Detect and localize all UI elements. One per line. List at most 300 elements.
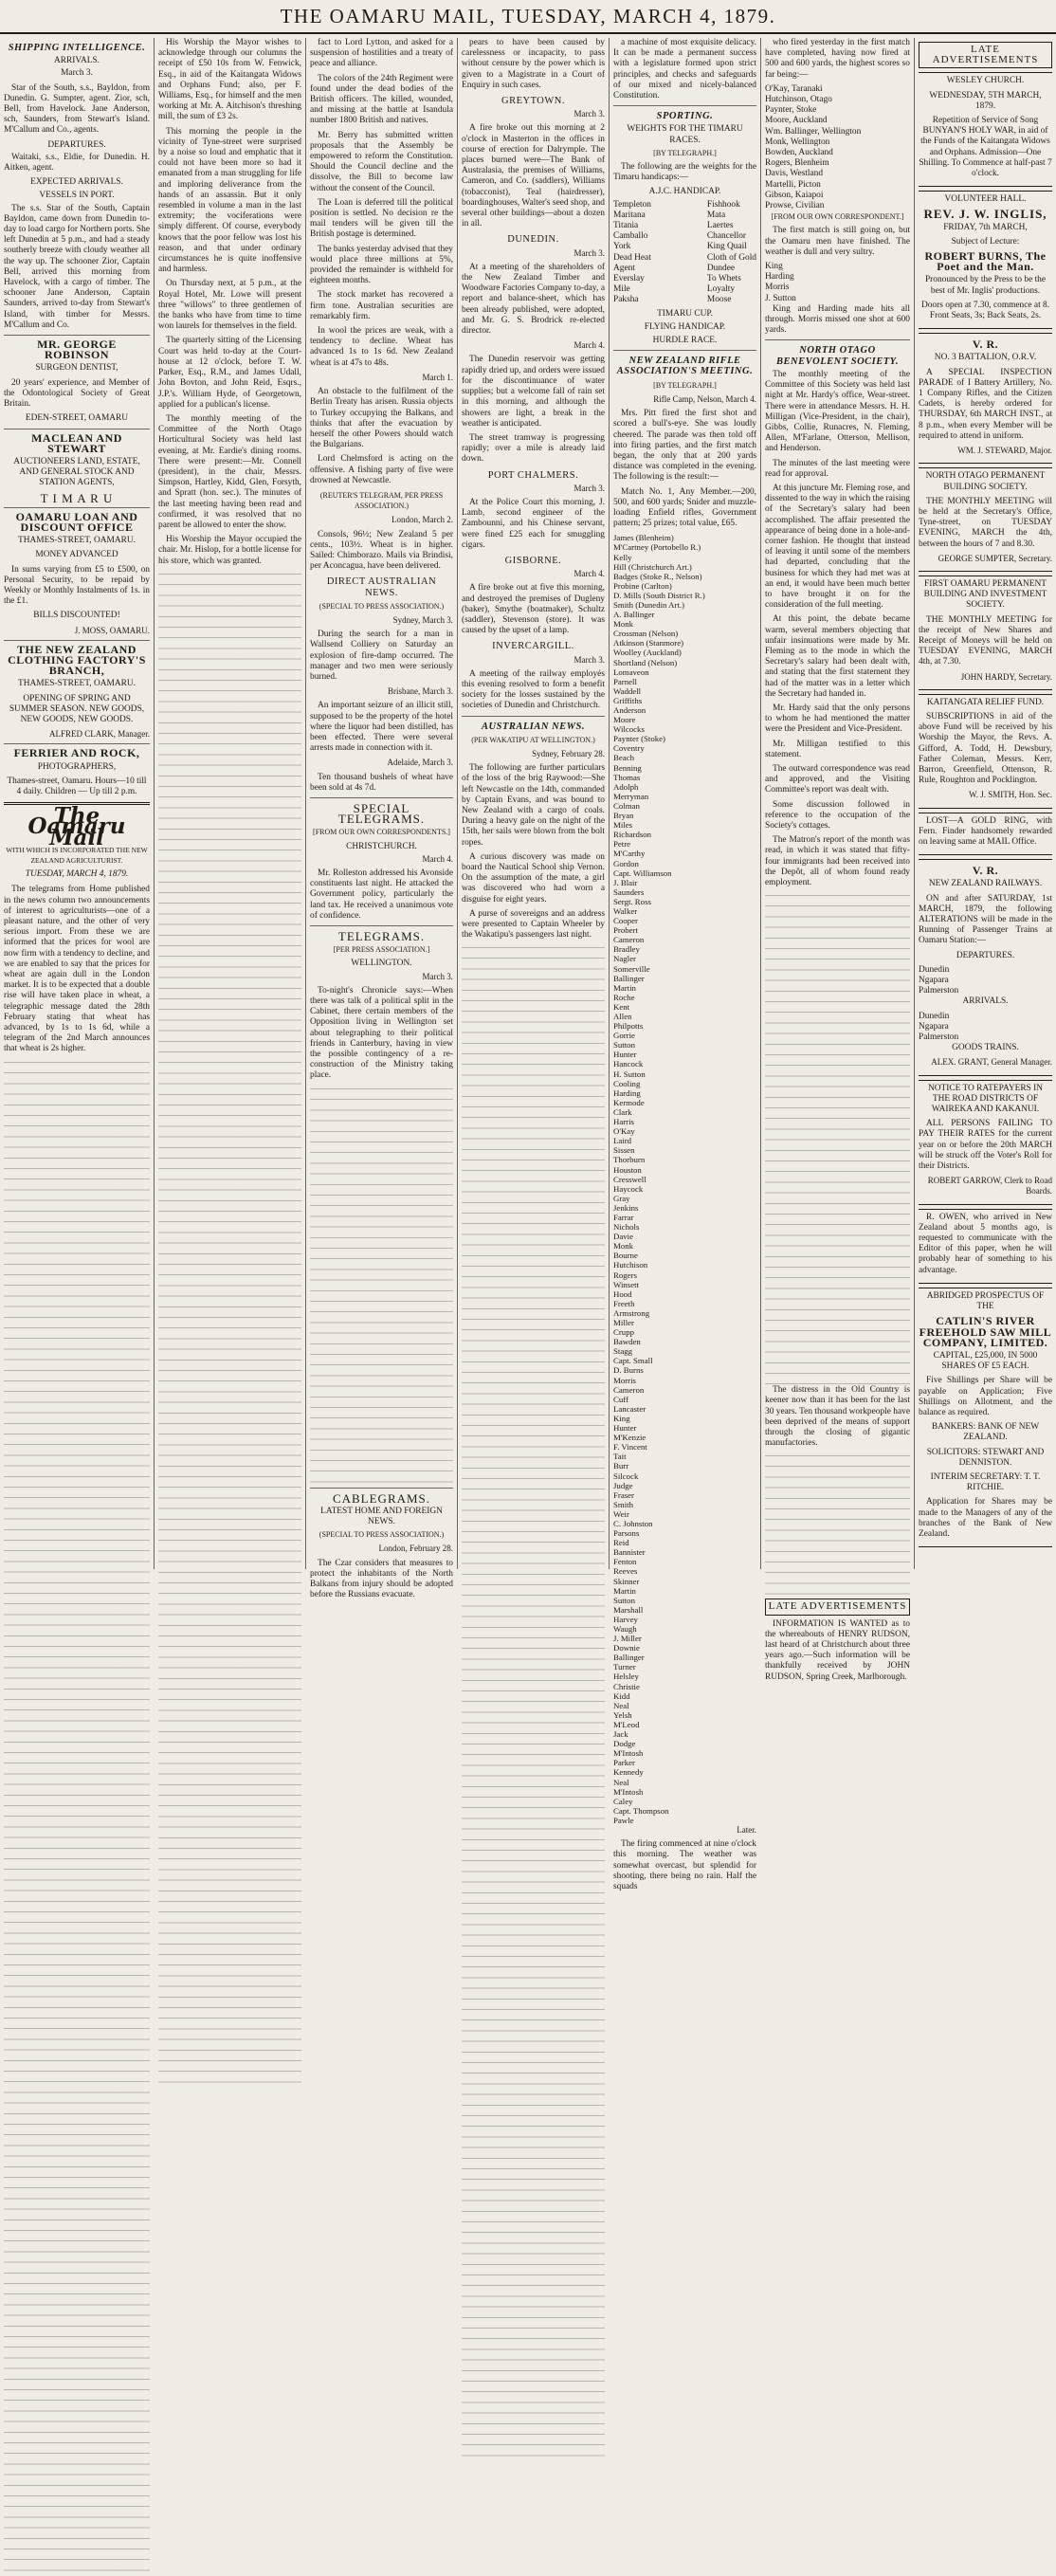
shooter-entry: Stagg [613,1346,633,1357]
shooters-list [613,533,756,1825]
departures-text: Waitaki, s.s., Eldie, for Dunedin. H. Aitken, agent. [4,152,150,174]
shooter-entry: Colman [613,800,640,811]
shooter-entry: O'Kay [613,1126,635,1137]
text-continuation [462,944,605,2461]
benevolent-heading: NORTH OTAGO BENEVOLENT SOCIETY. [776,345,899,367]
lecturer-name: REV. J. W. INGLIS, [923,207,1047,222]
shooter-entry: Judge [613,1480,633,1490]
shooter-entry: Sissen [613,1145,635,1156]
score-entry: Gibson, Kaiapoi [765,190,824,200]
benevolent-paragraph: Some discussion followed in reference to the occupation of the Society's cottages. [765,799,910,831]
cable-paragraph: The colors of the 24th Regiment were found under the dead bodies of the British officers. The killed, wounded, and missing at the battle at Isandula number 1800 British and natives. [310,73,453,126]
dentist-ad-text: 20 years' experience, and Member of the Odontological Society of Great Britain. [4,377,150,410]
catlin-heading: ABRIDGED PROSPECTUS OF THE [926,1290,1045,1312]
railways-name: NEW ZEALAND RAILWAYS. [928,879,1043,889]
shooter-entry: Gorrie [613,1031,635,1041]
cablegrams-subheading: LATEST HOME AND FOREIGN NEWS. [320,1506,443,1527]
shooter-entry: Weir [613,1508,629,1519]
shooter-entry: Probert [613,925,638,936]
loan-ad-money: MONEY ADVANCED [35,550,118,560]
masthead: THE OAMARU MAIL, TUESDAY, MARCH 4, 1879. [0,0,1056,34]
shooter-entry: Probine (Carlton) [613,580,672,591]
shooter-entry: Harris [613,1117,634,1127]
shooter-entry: Benning [613,762,642,773]
shooter-entry: Dodge [613,1739,636,1749]
later-label: Later. [737,1824,756,1835]
divider [4,640,150,641]
shooter-entry: Miller [613,1318,634,1328]
ratepayers-ad [919,1080,1052,1205]
shooter-entry: Saunders [613,886,645,897]
shipping-body: The s.s. Star of the South, Captain Bayldon, came down from Dunedin to-day to load cargo for Northern ports. She left Dunedin at 5 p.m., and had a steady southerly breeze with cloudy weather all the way up. The schooner Zior, Captain Bell, arrived this morning from Havelock, with a cargo of timber. The schooner Jane Anderson, Captain Saunders, arrived to-day from Stewart's Island, with timber for Messrs. M'Callum and Co. [4,203,150,330]
divider [310,1488,453,1489]
shooter-entry: Wilcocks [613,724,645,735]
shooter-entry: Thorburn [613,1155,646,1165]
catlin-apply: Application for Shares may be made to the Managers of any of the branches of the Bank of New Zealand. [919,1497,1052,1539]
score-entry: O'Kay, Taranaki [765,83,823,94]
shooter-entry: Kermode [613,1097,645,1107]
divider [310,797,453,798]
shooter-entry: Paynter (Stoke) [613,734,665,744]
dateline: March 3. [574,247,605,258]
shooter-entry: Griffiths [613,695,643,705]
benevolent-paragraph: At this juncture Mr. Fleming rose, and dissented to the way in which the raising of the Secretary's salary had been accomplished. The affair presented the appearance of being done in a hole-and-corner fashion. He thought that instead of leaving it until some of the members had departed, concluding that the business for which they had met was at an end, it would have been much better to have brought it on for the consideration of the full meeting. [765,483,910,611]
church-name: WESLEY CHURCH. [946,76,1025,86]
ratepayers-signature: ROBERT GARROW, Clerk to Road Boards. [927,1176,1052,1197]
railways-signature: ALEX. GRANT, General Manager. [931,1057,1052,1068]
shooter-entry: Roche [613,992,635,1002]
loan-ad-sub: THAMES-STREET, OAMARU. [17,536,137,546]
hall-name: VOLUNTEER HALL. [944,194,1027,205]
shooter-entry: Burr [613,1461,629,1471]
shooter-entry: Clark [613,1106,632,1117]
station-entry: Dunedin [919,964,950,975]
telegrams-heading: TELEGRAMS. [337,929,426,944]
first-building-society-ad [919,575,1052,690]
clothing-ad-sub: THAMES-STREET, OAMARU. [17,679,137,689]
catlin-name: CATLIN'S RIVER FREEHOLD SAW MILL COMPANY, LIMITED. [919,1314,1052,1349]
column-7 [914,38,1056,1569]
special-credit: [FROM OUR OWN CORRESPONDENTS.] [313,828,450,837]
shooter-entry: Bourne [613,1251,638,1261]
australian-credit: (PER WAKATIPU AT WELLINGTON.) [471,735,595,744]
departure-stations [919,965,1052,997]
score-entry: Harding [765,272,794,283]
information-wanted-ad: INFORMATION IS WANTED as to the whereabouts of HENRY RUDSON, last heard of at Christchurch about three years ago.—Such information will be thankfully received by JOHN RUDSON, Spring Creek, Marlborough. [765,1618,910,1682]
arrival-stations [919,1012,1052,1044]
dateline: March 3. [574,483,605,493]
horse-entry: To Whets [706,274,741,284]
horse-entry: Cloth of Gold [706,252,756,263]
news-paragraph: A fire broke out at five this morning, and destroyed the premises of Dugleny (baker), Smythe (boatmaker), Schultz (saddler), Stevenson (store). It was caused by the upset of a lamp. [462,583,605,636]
lecture-subject-label: Subject of Lecture: [951,236,1020,247]
horse-entry: Mile [613,284,630,295]
invercargill-heading: INVERCARGILL. [492,641,574,652]
weights-heading: WEIGHTS FOR THE TIMARU RACES. [627,124,743,145]
score-entry: Bowden, Auckland [765,148,833,158]
shooter-entry: Woolley (Auckland) [613,648,682,658]
dateline: March 3. [574,109,605,119]
column-3 [305,38,457,1600]
shooter-entry: Nichols [613,1222,640,1233]
shooter-entry: M'Carthy [613,849,646,859]
shooter-entry: Hunter [613,1050,637,1060]
benevolent-paragraph: Mr. Hardy said that the only persons to whom he had mentioned the matter were the President and Vice-President. [765,703,910,735]
shooter-entry: Marshall [613,1604,644,1615]
news-paragraph: Mr. Rolleston addressed his Avonside constituents last night. He attacked the Government policy, particularly the land tax. He received a unanimous vote of confidence. [310,868,453,921]
station-entry: Palmerston [919,1032,959,1043]
shooter-entry: Sutton [613,1040,635,1050]
catlin-secretary: INTERIM SECRETARY: T. T. RITCHIE. [930,1471,1041,1493]
relief-text: SUBSCRIPTIONS in aid of the above Fund will be received by his Worship the Mayor, the Revs. A. Gifford, A. Todd, H. Dewsbury, Father Coleman, Messrs. Kerr, Barron, Greenfield, Ottenson, R. Rule, Roughton and Pocklington. [919,711,1052,786]
catlins-prospectus-ad [919,1288,1052,1547]
special-telegrams-heading: SPECIAL TELEGRAMS. [337,801,426,827]
direct-australian-heading: DIRECT AUSTRALIAN NEWS. [326,576,437,598]
maclean-ad-place: T I M A R U [40,490,114,505]
relief-signature: W. J. SMITH, Hon. Sec. [969,790,1052,800]
shooter-entry: Lancaster [613,1403,646,1414]
catlin-solicitors: SOLICITORS: STEWART AND DENNISTON. [926,1447,1045,1468]
news-paragraph: The Dunedin reservoir was getting rapidly dried up, and orders were issued for the discontinuance of water supplies; but a welcome fall of rain set in this morning, and although the showers are light, a break in the weather is anticipated. [462,355,605,429]
horse-entry: Fishhook [706,199,740,210]
text-continuation [765,1452,910,1595]
shooter-entry: Fenton [613,1557,637,1567]
dateline: Rifle Camp, Nelson, March 4. [653,393,756,404]
score-entry: King [765,262,783,272]
shooter-entry: Ballinger [613,1653,645,1663]
first-society-text: THE MONTHLY MEETING for the receipt of New Shares and Receipt of Moneys will be held on TUESDAY EVENING, MARCH 4th, at 7.30. [919,614,1052,667]
shooter-entry: Beach [613,753,634,763]
shooter-entry: Monk [613,619,634,630]
shooter-entry: Tait [613,1452,627,1462]
battalion-crest: V. R. [972,338,999,352]
shooter-entry: Hutchison [613,1260,648,1270]
shooter-entry: Yelsh [613,1709,632,1720]
horse-entry: Dead Heat [613,252,651,263]
first-society-name: FIRST OAMARU PERMANENT BUILDING AND INVESTMENT SOCIETY. [923,578,1047,611]
railways-text: ON and after SATURDAY, 1st MARCH, 1879, the following ALTERATIONS will be made in the Running of Passenger Trains at Oamaru Station:— [919,893,1052,946]
shooter-entry: Jack [613,1729,628,1740]
score-entry: Moore, Auckland [765,116,828,126]
shooter-entry: Skinner [613,1576,640,1586]
catlin-capital: CAPITAL, £25,000, IN 5000 SHARES OF £5 EACH. [933,1350,1038,1372]
shooter-entry: J. Miller [613,1634,642,1644]
dentist-ad-role: SURGEON DENTIST, [35,363,118,374]
battalion-signature: WM. J. STEWARD, Major. [957,446,1052,456]
late-advertisements-heading: LATE ADVERTISEMENTS [765,1599,910,1615]
shooter-entry: Caley [613,1796,633,1806]
shooter-entry: Turner [613,1662,636,1672]
lecture-title: ROBERT BURNS, The Poet and the Man. [924,249,1047,274]
news-paragraph: King and Harding made hits all through. Morris missed one shot at 600 yards. [765,303,910,336]
shooter-entry: Monk [613,1241,634,1251]
handicap-heading: A.J.C. HANDICAP. [648,187,721,197]
score-entry: Davis, Westland [765,169,824,179]
shooter-entry: Martin [613,1585,636,1596]
dateline: March 3. [422,971,453,981]
shooter-entry: Bawden [613,1337,641,1347]
score-entry: Hutchinson, Otago [765,95,832,105]
shooter-entry: Bryan [613,811,634,821]
score-entry: Martelli, Picton [765,179,821,190]
relief-fund-ad [919,694,1052,809]
news-paragraph: The street tramway is progressing rapidly; over a mile is already laid down. [462,432,605,465]
shooter-entry: Pawle [613,1815,634,1825]
editorial-body: The telegrams from Home published in the news column two announcements of interest to agriculturists—one of a pleasant nature, and the other of very serious import. From these we are informed that the prices for wool are now firm with a tendency to decline, and we are enabled to say that the prices for wheat are again dull in the London market. It is to be expected that a double rise will have taken place in wheat, a telegraphic message dated the 28th February stating that wheat has advanced, by 1s to 1s 6d, while a telegram of the 2nd March announces that wheat is 2s higher. [4,885,150,1054]
lost-text: LOST—A GOLD RING, with Fern. Finder handsomely rewarded on leaving same at MAIL Office. [919,815,1052,847]
shooter-entry: J. Blair [613,877,638,887]
score-entry: Paynter, Stoke [765,105,817,116]
horse-entry: Maritana [613,210,646,220]
shooter-entry: Miles [613,820,633,831]
shooter-entry: Harvey [613,1614,638,1624]
weights-table [613,200,756,306]
arrivals-heading: ARRIVALS. [53,56,100,66]
score-entry: Morris [765,283,790,293]
shooter-entry: James (Blenheim) [613,533,674,543]
horse-entry: York [613,242,631,252]
score-entry: Monk, Wellington [765,137,830,147]
shooter-entry: Sutton [613,1595,635,1605]
shooter-entry: Anderson [613,705,646,716]
cable-paragraph: The banks yesterday advised that they would place three millions at 5%, provided the remainder is withheld for eighteen months. [310,244,453,286]
church-text: Repetition of Service of Song BUNYAN'S HOLY WAR, in aid of the Funds of the Kaitangata Widows and Orphans. Admission—One Shilling. To Commence at half-past 7 o'clock. [919,116,1052,179]
dunedin-heading: DUNEDIN. [507,234,559,246]
news-paragraph: A meeting of the railway employés this evening resolved to form a benefit society for the losses sustained by the societies of Dunedin and Christchurch. [462,668,605,711]
shooter-entry: Fraser [613,1489,634,1500]
catlin-bankers: BANKERS: BANK OF NEW ZEALAND. [931,1422,1040,1443]
shooter-entry: Waddell [613,685,642,696]
cable-paragraph: Lord Chelmsford is acting on the offensive. A fishing party of five were drowned at Newcastle. [310,454,453,485]
shooter-entry: Capt. Thompson [613,1805,669,1816]
column-6 [760,38,914,1682]
horse-entry: Templeton [613,199,651,210]
australian-news-heading: AUSTRALIAN NEWS. [482,721,585,732]
paper-dateline: TUESDAY, MARCH 4, 1879. [25,869,129,880]
benevolent-paragraph: The outward correspondence was read and approved, and the Visiting Committee's report was dealt with. [765,764,910,795]
shooter-entry: Cameron [613,935,645,945]
station-entry: Ngapara [919,1021,949,1032]
rifle-closing: The firing commenced at nine o'clock this morning. The weather was somewhat overcast, but splendid for shooting, there being no rain. Half the squads [613,1839,756,1891]
cable-paragraph: An obstacle to the fulfilment of the Berlin Treaty has arisen. Russia objects to Turkey occupying the Balkans, and thinks that after the evacuation by herself the other Powers should watch the Bulgarians. [310,387,453,450]
news-paragraph: At a meeting of the shareholders of the New Zealand Timber and Woodware Factories Company to-day, a report and balance-sheet, which has been already published, were adopted, and Mr. G. S. Brodrick re-elected director. [462,262,605,337]
shooter-entry: Winsett [613,1279,640,1289]
correspondent-credit: [FROM OUR OWN CORRESPONDENT.] [771,212,904,222]
cable-paragraph: Consols, 96½; New Zealand 5 per cents., 103½. Wheat is in higher. Sailed: Chimborazo. Mails via Brindisi, per Aconcagua, have been delivered. [310,529,453,572]
cable-paragraph: In wool the prices are weak, with a tendency to decline. Wheat has advanced 1s to 1s 6d. New Zealand wheat is at 47s to 48s. [310,326,453,368]
news-paragraph: a machine of most exquisite delicacy. It can be made a permanent success with a legislature formed upon strict principles, and checks and safeguards of our mixed and nicely-balanced Constitution. [613,38,756,101]
rifle-match: Match No. 1, Any Member.—200, 500, and 600 yards; Snider and muzzle-loading Enfield rifles, Government pattern; 25 prizes; total value, £65. [613,486,756,529]
news-paragraph: A fire broke out this morning at 2 o'clock in Masterton in the offices in course of erection for Dalrymple. The places burned were—The Bank of Australasia, the premises of Williams, Cameron, and Co. (saddlers), Williams (tobacconist), Teal (hairdresser), boardinghouses, Walter's seed shop, and several other buildings—about a dozen in all. [462,123,605,229]
horse-entry: Moose [706,295,732,305]
shooter-entry: Hancock [613,1059,644,1069]
news-paragraph: The Czar considers that measures to protect the inhabitants of the North Balkans from injury should be adopted before the Russians evacuate. [310,1558,453,1600]
flying-handicap-heading: FLYING HANDICAP. [644,321,726,332]
clothing-ad-name: THE NEW ZEALAND CLOTHING FACTORY'S BRANCH, [8,642,146,678]
shooter-entry: Cameron [613,1384,645,1395]
direct-credit: (SPECIAL TO PRESS ASSOCIATION.) [319,601,445,611]
building-text: THE MONTHLY MEETING will be held at the Secretary's Office, Tyne-street, on TUESDAY EVENING, MARCH the 4th, between the hours of 7 and 8.30. [919,496,1052,549]
shooter-entry: Hunter [613,1423,637,1434]
shooter-entry: Morris [613,1375,636,1385]
shooter-entry: H. Sutton [613,1069,646,1079]
loan-ad-signature: J. MOSS, OAMARU. [74,625,150,635]
shooter-entry: M'Intosh [613,1748,644,1759]
shooter-entry: Richardson [613,830,652,840]
shooter-entry: Silcock [613,1471,639,1481]
shooter-entry: Bannister [613,1547,646,1558]
news-paragraph: A purse of sovereigns and an address were presented to Captain Wheeler by the Wakatipu's passengers last night. [462,908,605,941]
shooter-entry: Lomaveon [613,667,649,677]
shooter-entry: Philpotts [613,1021,644,1032]
news-paragraph: The following are further particulars of the loss of the brig Raywood:—She left Newcastle on the 14th, commanded by Captain Evans, and was bound to New Zealand with a cargo of coals. During a heavy gale on the night of the 15th, her sails were blown from the bolt ropes. [462,763,605,848]
timaru-cup-heading: TIMARU CUP. [657,308,713,319]
shooter-entry: Nagler [613,954,636,964]
cable-paragraph: The stock market has recovered a firm tone. Australian securities are remarkably firm. [310,290,453,321]
news-paragraph: Ten thousand bushels of wheat have been sold at 4s 7d. [310,772,453,793]
horse-entry: Loyalty [706,284,736,295]
clothing-ad-opening: OPENING OF SPRING AND SUMMER SEASON. NEW GOODS, NEW GOODS, NEW GOODS. [9,693,145,724]
railways-goods: GOODS TRAINS. [952,1043,1019,1053]
benevolent-paragraph: At this point, the debate became warm, several members objecting that unfair insinuations were made by Mr. Fleming as to the mode in which the Secretary's salary had been dealt with, and stating that the first statement they had of the matter was in a letter which the Secretary had handed in. [765,614,910,699]
shooter-entry: Cresswell [613,1174,646,1184]
dateline: March 4. [422,853,453,864]
news-paragraph: During the search for a man in Wallsend Colliery on Saturday an explosion of fire-damp occurred. The manager and two men were seriously burned. [310,630,453,682]
clothing-ad-signature: ALFRED CLARK, Manager. [49,729,150,740]
shooter-entry: M'Intosh [613,1786,644,1797]
shooter-entry: Martin [613,982,636,993]
dateline: London, March 2. [391,515,453,525]
railways-crest: V. R. [972,864,999,878]
shooter-entry: Houston [613,1164,642,1175]
owen-text: R. OWEN, who arrived in New Zealand about 5 months ago, is requested to communicate with the Editor of this paper, when he will probably hear of something to his advantage. [919,1212,1052,1275]
divider [613,350,756,351]
shooter-entry: M'Kenzie [613,1433,646,1443]
building-name: NORTH OTAGO PERMANENT BUILDING SOCIETY. [925,471,1046,492]
divider [310,925,453,926]
shooter-entry: Petre [613,839,631,850]
dateline: March 4. [574,340,605,351]
divider [4,507,150,508]
lecture-date: FRIDAY, 7th MARCH, [943,222,1028,232]
rifle-credit: [BY TELEGRAPH.] [653,380,717,390]
maclean-ad-role: AUCTIONEERS LAND, ESTATE, AND GENERAL STOCK AND STATION AGENTS, [13,456,140,488]
shooter-entry: Parsons [613,1528,640,1539]
text-continuation [158,571,301,2088]
shooter-entry: Kent [613,1001,630,1012]
station-entry: Palmerston [919,986,959,996]
score-entry: Rogers, Blenheim [765,158,829,169]
maclean-ad-name: MACLEAN AND STEWART [31,430,122,455]
local-news-paragraph: His Worship the Mayor wishes to acknowledge through our columns the receipt of £50 10s from W. Fenwick, Esq., in aid of the Kaitangata Widows and Orphans Fund; also, per F. Williams, Esq., for himself and the men working at Mr. A. Aitchison's threshing mill, the sum of £3 2s. [158,38,301,122]
relief-name: KAITANGATA RELIEF FUND. [926,697,1045,707]
shooter-entry: Reeves [613,1566,638,1577]
score-entry: Wm. Ballinger, Wellington [765,126,862,137]
port-chalmers-heading: PORT CHALMERS. [487,469,579,481]
shooter-entry: Adolph [613,781,639,792]
arrivals-text: Star of the South, s.s., Bayldon, from Dunedin. G. Sumpter, agent. Zior, sch, Bell, from Havelock. Jane Anderson, sch, Saunders, from Stewart's Island. M'Callum and Co., agents. [4,82,150,136]
local-news-paragraph: On Thursday next, at 5 p.m., at the Royal Hotel, Mr. Lowe will present three "willows" to three gentlemen of the banks who have from time to time won laurels for themselves in the field. [158,279,301,332]
loan-ad-text: In sums varying from £5 to £500, on Personal Security, to be repaid by Weekly or Monthly Instalments of 1s. in the £1. [4,564,150,607]
shooter-entry: Moore [613,715,636,725]
horse-entry: Paksha [613,295,639,305]
horse-entry: Everslay [613,274,645,284]
rifle-association-heading: NEW ZEALAND RIFLE ASSOCIATION'S MEETING. [616,356,754,377]
dentist-ad-address: EDEN-STREET, OAMARU [25,413,129,424]
battalion-ad [919,333,1052,464]
shooter-entry: Bradley [613,944,640,955]
shooter-entry: Crossman (Nelson) [613,629,679,639]
lecture-note: Pronounced by the Press to be the best of Mr. Inglis' productions. [924,275,1047,296]
weights-left-list [613,200,651,306]
dateline: Adelaide, March 3. [387,758,453,768]
shooter-entry: Haycock [613,1183,644,1194]
shooter-entry: Helsley [613,1672,639,1682]
score-entry: J. Sutton [765,293,796,303]
shooter-entry: Crupp [613,1327,634,1338]
shooter-entry: Jenkins [613,1202,639,1213]
arrivals-date: March 3. [61,68,93,79]
shooter-entry: Parnell [613,676,637,686]
benevolent-paragraph: The minutes of the last meeting were read for approval. [765,458,910,479]
shooter-entry: Harding [613,1087,641,1098]
news-paragraph: To-night's Chronicle says:—When there was talk of a political split in the Cabinet, there certain members of the Opposition living in Wellington set about telegraphing to their political friends in Canterbury, having in view the possible contingency of a re-construction of the Ministry taking place. [310,985,453,1081]
news-paragraph: The distress in the Old Country is keener now than it has been for the last 30 years. Ten thousand workpeople have been deprived of the means of support through the closing of gigantic manufactories. [765,1385,910,1449]
shooter-entry: Kelly [613,552,632,562]
loan-ad-bills: BILLS DISCOUNTED! [33,611,120,621]
shooter-entry: Capt. Williamson [613,868,672,878]
shooter-entry: C. Johnston [613,1518,653,1528]
local-news-paragraph: His Worship the Mayor occupied the chair. Mr. Hislop, for a bottle license for his store, which was granted. [158,535,302,566]
shooter-entry: Freeth [613,1298,635,1308]
score-entry: Prowse, Civilian [765,201,825,211]
shooter-entry: Gray [613,1193,630,1203]
divider [613,105,756,106]
news-paragraph: A curious discovery was made on board the Nautical School ship Vernon. On the assumption of the mate, a girl was discovered who had worn a disguise for eight years. [462,851,605,904]
column-4 [457,38,609,1569]
cable-paragraph: The Loan is deferred till the political position is settled. No decision re the mail tenders will be given till the British postage is determined. [310,197,453,240]
hurdle-race-heading: HURDLE RACE. [652,336,718,346]
shooter-entry: Hill (Christchurch Art.) [613,561,692,572]
horse-entry: Mata [706,210,726,220]
horse-entry: Camballo [613,231,648,242]
shooter-entry: Ballinger [613,973,645,983]
divider [765,339,910,340]
shooter-entry: Kennedy [613,1767,644,1778]
lecture-doors: Doors open at 7.30, commence at 8. Front Seats, 3s; Back Seats, 2s. [920,300,1050,321]
dateline: March 3. [574,654,605,665]
benevolent-paragraph: The monthly meeting of the Committee of this Society was held last night at Mr. Hardy's office, Wear-street. There were in attendance Messrs. H. H. Milligan (Vice-President, in the chair), Gibbs, Collie, Runacres, N. Fleming, Allen, M'Farlane, Otterson, Mellison, and Henderson. [765,369,910,454]
dateline: Sydney, March 3. [392,614,453,625]
church-date: WEDNESDAY, 5TH MARCH, 1879. [929,90,1042,111]
shooter-entry: Farrar [613,1212,634,1222]
building-society-ad [919,467,1052,572]
late-advertisements-heading: LATE ADVERTISEMENTS [919,42,1052,68]
shooter-entry: Walker [613,905,638,916]
gisborne-heading: GISBORNE. [504,555,562,566]
shooter-entry: Waugh [613,1624,637,1635]
rifle-intro: Mrs. Pitt fired the first shot and scored a bull's-eye. She was loudly cheered. The parade was then told off into firing parties, and the first match began, the only that at 200 yards distance was completed in the evening. The following is the result:— [613,409,756,483]
weights-intro: The following are the weights for the Timaru handicaps:— [613,162,756,183]
shooter-entry: M'Leod [613,1719,640,1729]
column-2 [154,38,305,1569]
station-entry: Ngapara [919,976,949,986]
shooter-entry: King [613,1413,630,1423]
news-paragraph: pears to have been caused by carelessness or incapacity, to pass without censure by the power which is given to a Magistrate in a Court of Enquiry in such cases. [462,38,605,90]
reuters-credit: (REUTER'S TELEGRAM, PER PRESS ASSOCIATION.) [319,490,444,511]
wesley-church-ad [919,72,1052,187]
ferrier-ad-text: Thames-street, Oamaru. Hours—10 till 4 daily. Children — Up till 2 p.m. [7,776,147,796]
